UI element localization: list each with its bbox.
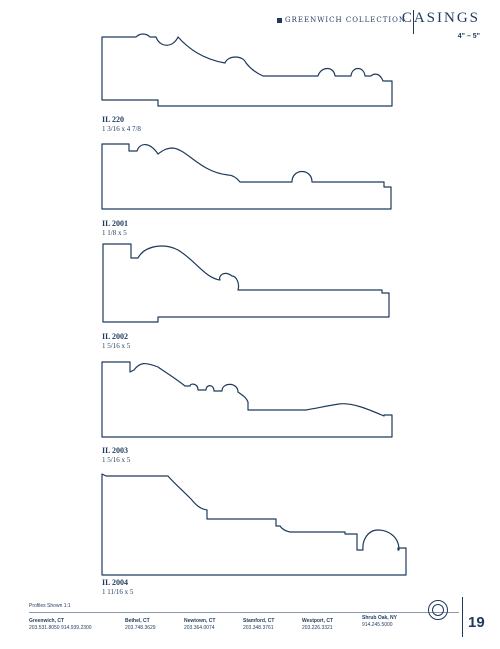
location-greenwich [29, 618, 92, 632]
profile-dimensions: 1 1/8 x 5 [102, 229, 127, 237]
profile-dimensions: 1 11/16 x 5 [102, 588, 134, 596]
location-phone: 914.245.5000 [362, 622, 393, 628]
location-bethel [125, 618, 156, 632]
scale-note: Profiles Shown 1:1 [29, 603, 71, 609]
location-phone: 203.531.8050 914.939.2300 [29, 625, 92, 631]
location-city: Greenwich, CT [29, 618, 65, 624]
footer-divider [29, 612, 459, 613]
location-westport [302, 618, 333, 632]
location-city: Shrub Oak, NY [362, 615, 398, 621]
profile-label-il-2001 [102, 219, 128, 238]
profile-dimensions: 1 3/16 x 4 7/8 [102, 125, 141, 133]
location-phone: 203.226.3321 [302, 625, 333, 631]
location-newtown [184, 618, 215, 632]
page-title: CASINGS [401, 10, 480, 26]
profile-dimensions: 1 5/16 x 5 [102, 342, 131, 350]
brand-text: GREENWICH COLLECTION [284, 16, 406, 24]
profile-code: IL 2001 [102, 219, 129, 228]
location-city: Newtown, CT [184, 618, 216, 624]
profile-code: IL 2004 [102, 578, 129, 587]
location-shrub-oak [362, 615, 397, 629]
size-range: 4" – 5" [457, 33, 480, 40]
profile-il-2001 [102, 144, 391, 209]
location-phone: 203.748.3629 [125, 625, 156, 631]
location-city: Stamford, CT [243, 618, 275, 624]
profile-il-2004 [102, 474, 406, 575]
page-number: 19 [468, 614, 485, 631]
location-phone: 203.348.3761 [243, 625, 274, 631]
location-phone: 203.364.0074 [184, 625, 215, 631]
profile-label-il-2004 [102, 578, 133, 597]
profile-dimensions: 1 5/16 x 5 [102, 456, 131, 464]
location-stamford [243, 618, 274, 632]
profile-code: IL 2003 [102, 446, 129, 455]
company-seal-icon [428, 600, 448, 620]
page-number-divider [462, 597, 463, 637]
profile-label-il-2002 [102, 332, 130, 351]
profile-il-220 [102, 34, 392, 106]
profile-il-2003 [102, 362, 392, 437]
profile-il-2002 [103, 244, 389, 322]
location-city: Westport, CT [302, 618, 334, 624]
profile-label-il-2003 [102, 446, 130, 465]
profile-label-il-220 [102, 115, 141, 134]
profile-code: IL 220 [102, 115, 125, 124]
location-city: Bethel, CT [125, 618, 150, 624]
profile-code: IL 2002 [102, 332, 129, 341]
